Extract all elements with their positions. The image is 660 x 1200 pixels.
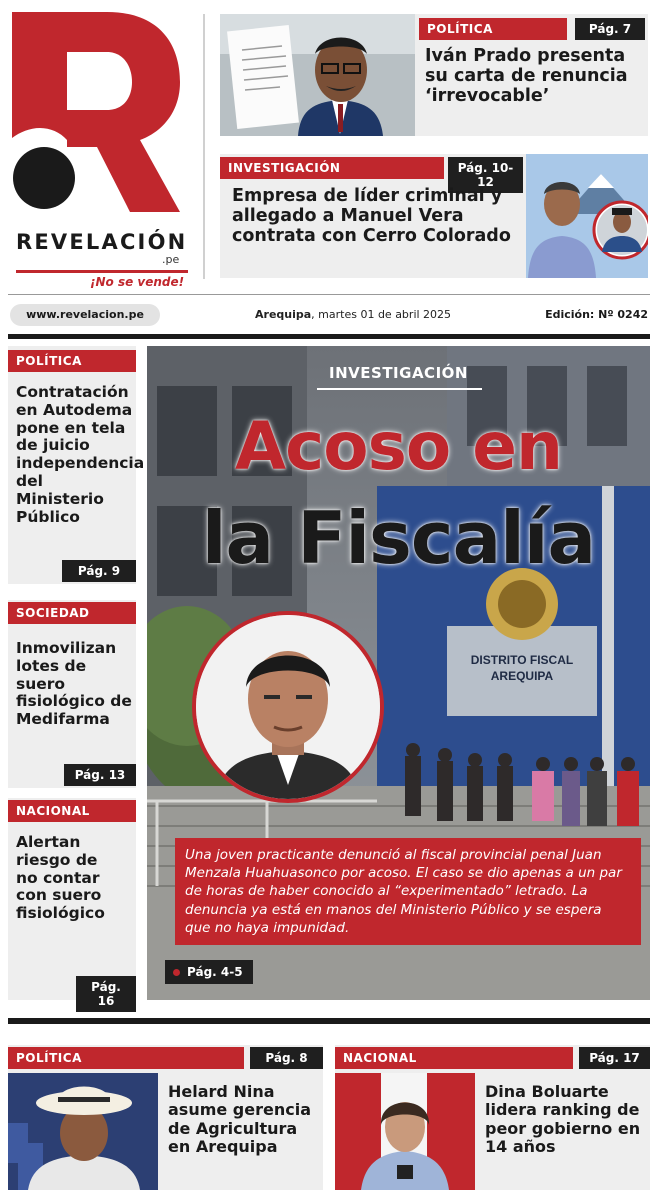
main-story[interactable] — [147, 346, 650, 1000]
kicker-underline — [317, 388, 482, 390]
brand-suffix: .pe — [162, 253, 180, 266]
dateline-city: Arequipa — [255, 308, 312, 321]
building-sign-line2: AREQUIPA — [490, 669, 554, 683]
top-story-photo-1 — [220, 14, 415, 136]
top-story-headline-1[interactable]: Iván Prado presenta su carta de renuncia ‘irrevocable’ — [425, 46, 628, 107]
top-story-section-2: INVESTIGACIÓN — [220, 157, 444, 179]
top-story-card-1[interactable] — [220, 14, 648, 136]
masthead-divider — [203, 14, 205, 279]
main-story-page-label: Pág. 4-5 — [187, 965, 243, 979]
side-story-page-1: Pág. 9 — [62, 560, 136, 582]
brand-underline — [16, 270, 188, 273]
bottom-story-page-1: Pág. 8 — [250, 1047, 323, 1069]
side-story-section-3: NACIONAL — [8, 800, 136, 822]
side-story-section-1: POLÍTICA — [8, 350, 136, 372]
site-url-link[interactable]: www.revelacion.pe — [10, 304, 160, 326]
side-story-page-3: Pág. 16 — [76, 976, 136, 1012]
building-sign-line1: DISTRITO FISCAL — [470, 653, 574, 667]
bottom-story-photo-1 — [8, 1073, 158, 1190]
dateline-top-rule — [8, 294, 650, 295]
bottom-section-rule — [8, 1018, 650, 1024]
bottom-story-card-1[interactable] — [8, 1045, 323, 1190]
masthead-logo[interactable] — [12, 12, 192, 289]
bottom-story-headline-2[interactable]: Dina Boluarte lidera ranking de peor gobierno en 14 años — [485, 1082, 641, 1157]
side-story-section-2: SOCIEDAD — [8, 602, 136, 624]
dateline — [255, 308, 451, 321]
main-story-page — [165, 960, 253, 984]
top-story-page-2: Pág. 10-12 — [448, 157, 523, 193]
main-story-title-line2[interactable]: la Fiscalía — [201, 496, 596, 580]
side-story-headline-1[interactable]: Contratación en Autodema pone en tela de juicio independencia del Ministerio Público — [16, 383, 145, 526]
brand-name: REVELACIÓN — [16, 230, 188, 254]
top-story-card-2[interactable] — [220, 154, 648, 278]
side-story-headline-2[interactable]: Inmovilizan lotes de suero fisiológico de Medifarma — [16, 639, 132, 729]
main-story-lead: Una joven practicante denunció al fiscal provincial penal Juan Menzala Huahuasonco por acoso. El caso se dio apenas a un par de horas de haber conocido al “experimentado” letrado. La denuncia ya está en manos del Ministerio Público y se espera que no haya impunidad. — [175, 838, 641, 945]
edition-number: Edición: Nº 0242 — [545, 308, 648, 321]
top-story-page-1: Pág. 7 — [575, 18, 645, 40]
main-story-title-line1[interactable]: Acoso en — [235, 408, 562, 485]
dateline-bottom-rule — [8, 334, 650, 339]
bottom-story-section-1: POLÍTICA — [8, 1047, 244, 1069]
side-story-card-2[interactable] — [8, 600, 136, 788]
red-dot-icon — [173, 969, 180, 976]
bottom-story-headline-1[interactable]: Helard Nina asume gerencia de Agricultura en Arequipa — [168, 1082, 312, 1157]
side-story-card-3[interactable] — [8, 798, 136, 1008]
side-story-headline-3[interactable]: Alertan riesgo de no contar con suero fisiológico — [16, 833, 105, 923]
revelacion-r-logo-icon — [12, 12, 182, 212]
bottom-story-section-2: NACIONAL — [335, 1047, 573, 1069]
main-story-kicker: INVESTIGACIÓN — [329, 364, 468, 382]
dateline-date: , martes 01 de abril 2025 — [311, 308, 452, 321]
top-story-section-1: POLÍTICA — [419, 18, 567, 40]
side-story-page-2: Pág. 13 — [64, 764, 136, 786]
bottom-story-card-2[interactable] — [335, 1045, 650, 1190]
top-story-headline-2[interactable]: Empresa de líder criminal y allegado a Manuel Vera contrata con Cerro Colorado — [232, 186, 511, 247]
top-story-photo-2 — [526, 154, 648, 278]
side-story-card-1[interactable] — [8, 346, 145, 584]
bottom-story-photo-2 — [335, 1073, 475, 1190]
accused-portrait — [192, 611, 384, 803]
slogan: ¡No se vende! — [90, 275, 185, 289]
bottom-story-page-2: Pág. 17 — [579, 1047, 650, 1069]
